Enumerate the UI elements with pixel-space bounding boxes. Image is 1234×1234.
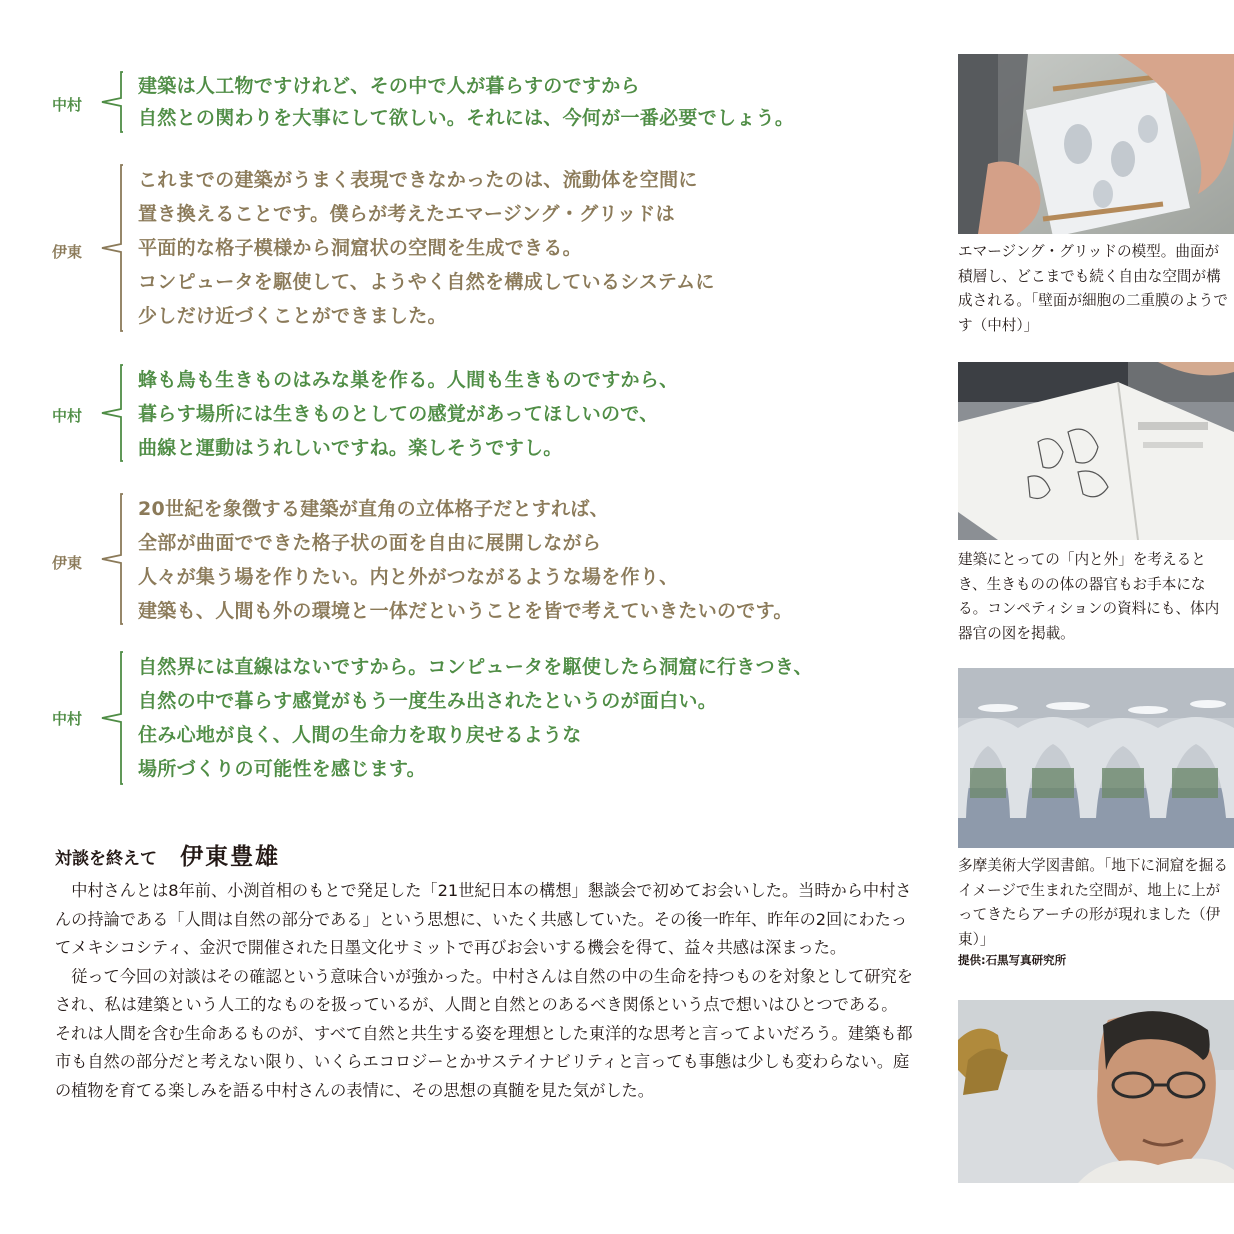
dialogue-block-3 xyxy=(50,363,910,463)
dialogue-line: コンピュータを駆使して、ようやく自然を構成しているシステムに xyxy=(138,271,715,293)
essay-paragraph: 従って今回の対談はその確認という意味合いが強かった。中村さんは自然の中の生命を持つものを対象として研究をされ、私は建築という人工的なものを扱っているが、人間と自然とのあるべき関係という点で想いはひとつである。それは人間を含む生命あるものが、すべて自然と共生する姿を理想とした東洋的な思考と言ってよいだろう。建築も都市も自然の部分だと考えない限り、いくらエコロジーとかサステイナビリティと言っても事態は少しも変わらない。庭の植物を育てる楽しみを語る中村さんの表情に、その思想の真髄を見た気がした。 xyxy=(55,966,913,1100)
photo-caption: 建築にとっての「内と外」を考えるとき、生きものの体の器官もお手本になる。コンペティションの資料にも、体内器官の図を掲載。 xyxy=(958,551,1220,642)
essay-heading xyxy=(55,838,280,871)
essay-label: 対談を終えて xyxy=(55,849,157,869)
dialogue-line: 20世紀を象徴する建築が直角の立体格子だとすれば、 xyxy=(138,498,609,520)
dialogue-line: 蜂も鳥も生きものはみな巣を作る。人間も生きものですから、 xyxy=(138,369,679,391)
photo-library xyxy=(958,668,1234,848)
speaker-label: 中村 xyxy=(52,96,83,114)
speaker-label: 中村 xyxy=(52,710,83,728)
speaker-brace xyxy=(101,363,123,463)
dialogue-block-1 xyxy=(50,70,910,134)
photo-credit: 提供:石黒写真研究所 xyxy=(958,953,1067,967)
speaker-brace xyxy=(101,650,123,786)
speaker-brace xyxy=(101,70,123,134)
speaker-label: 中村 xyxy=(52,407,83,425)
dialogue-line: これまでの建築がうまく表現できなかったのは、流動体を空間に xyxy=(138,169,698,191)
dialogue-block-5 xyxy=(50,650,910,786)
photo-caption: エマージング・グリッドの模型。曲面が積層し、どこまでも続く自由な空間が構成される。「壁面が細胞の二重膜のようです（中村）」 xyxy=(958,243,1228,334)
photo-caption xyxy=(958,854,1228,968)
dialogue-line: 人々が集う場を作りたい。内と外がつながるような場を作り、 xyxy=(138,566,679,588)
dialogue-line: 自然との関わりを大事にして欲しい。それには、今何が一番必要でしょう。 xyxy=(138,107,795,129)
dialogue-line: 場所づくりの可能性を感じます。 xyxy=(138,758,426,780)
dialogue-line: 建築は人工物ですけれど、その中で人が暮らすのですから xyxy=(138,75,640,97)
speaker-brace xyxy=(101,163,123,333)
photo-book xyxy=(958,362,1234,540)
essay-paragraph: 中村さんとは8年前、小渕首相のもとで発足した「21世紀日本の構想」懇談会で初めてお会いした。当時から中村さんの持論である「人間は自然の部分である」という思想に、いたく共感していた。その後一昨年、昨年の2回にわたってメキシコシティ、金沢で開催された日墨文化サミットで再びお会いする機会を得て、益々共感は深まった。 xyxy=(55,881,912,957)
photo-model xyxy=(958,54,1234,234)
dialogue-line: 自然界には直線はないですから。コンピュータを駆使したら洞窟に行きつき、 xyxy=(138,656,813,678)
dialogue-line: 全部が曲面でできた格子状の面を自由に展開しながら xyxy=(138,532,602,554)
photo-caption-text: 多摩美術大学図書館。「地下に洞窟を掘るイメージで生まれた空間が、地上に上がってきたらアーチの形が現れました（伊東）」 xyxy=(958,857,1228,948)
dialogue-line: 少しだけ近づくことができました。 xyxy=(138,305,447,327)
dialogue-line: 住み心地が良く、人間の生命力を取り戻せるような xyxy=(138,724,582,746)
dialogue-line: 建築も、人間も外の環境と一体だということを皆で考えていきたいのです。 xyxy=(138,600,793,622)
dialogue-block-4 xyxy=(50,492,910,626)
dialogue-block-2 xyxy=(50,163,910,333)
photo-portrait xyxy=(958,1000,1234,1183)
dialogue-line: 暮らす場所には生きものとしての感覚があってほしいので、 xyxy=(138,403,659,425)
essay-author: 伊東豊雄 xyxy=(180,844,281,870)
dialogue-line: 曲線と運動はうれしいですね。楽しそうですし。 xyxy=(138,437,563,459)
speaker-label: 伊東 xyxy=(52,243,83,261)
essay-body xyxy=(55,877,913,1105)
speaker-brace xyxy=(101,492,123,626)
dialogue-line: 自然の中で暮らす感覚がもう一度生み出されたというのが面白い。 xyxy=(138,690,718,712)
dialogue-line: 置き換えることです。僕らが考えたエマージング・グリッドは xyxy=(138,203,675,225)
dialogue-line: 平面的な格子模様から洞窟状の空間を生成できる。 xyxy=(138,237,582,259)
speaker-label: 伊東 xyxy=(52,554,83,572)
